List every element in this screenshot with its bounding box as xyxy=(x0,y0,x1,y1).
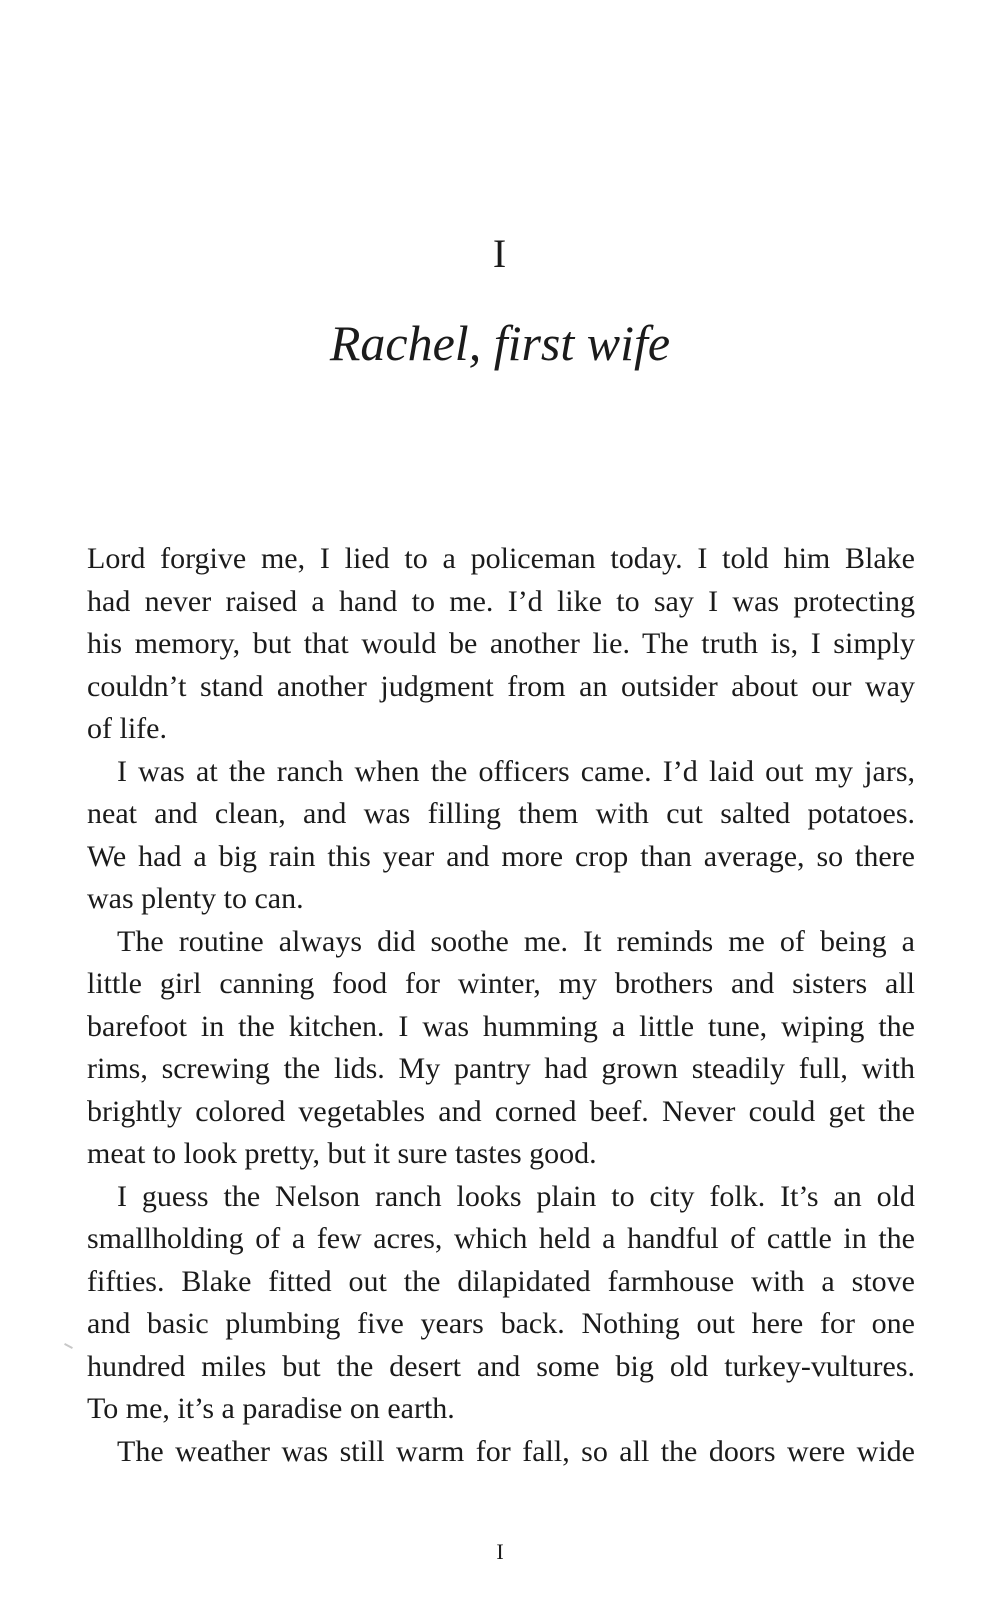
paragraph xyxy=(87,538,915,751)
text-line: was plenty to can. xyxy=(87,882,304,915)
text-line: brightly colored vegetables and corned beef. Never could get the xyxy=(87,1094,915,1128)
text-line: neat and clean, and was filling them with cut salted potatoes. xyxy=(87,797,915,830)
text-line: I guess the Nelson ranch looks plain to city folk. It’s an old xyxy=(117,1179,915,1213)
text-line: To me, it’s a paradise on earth. xyxy=(87,1392,455,1425)
text-line: his memory, but that would be another lie. The truth is, I simply xyxy=(87,627,915,660)
text-line: couldn’t stand another judgment from an outsider about our way xyxy=(87,669,915,703)
margin-mark xyxy=(64,1343,73,1349)
chapter-number: I xyxy=(492,231,508,276)
text-line: had never raised a hand to me. I’d like to say I was protecting xyxy=(87,584,915,618)
text-line: fifties. Blake fitted out the dilapidated farmhouse with a stove xyxy=(87,1264,915,1298)
text-line: barefoot in the kitchen. I was humming a little tune, wiping the xyxy=(87,1009,915,1043)
text-line: meat to look pretty, but it sure tastes good. xyxy=(87,1137,597,1170)
chapter-title: Rachel, first wife xyxy=(329,315,671,371)
paragraph xyxy=(87,1176,915,1431)
paragraph xyxy=(87,751,915,921)
text-line: of life. xyxy=(87,712,167,745)
paragraph xyxy=(87,921,915,1176)
text-line: The weather was still warm for fall, so all the doors were wide xyxy=(117,1434,915,1468)
text-line: rims, screwing the lids. My pantry had grown steadily full, with xyxy=(87,1052,915,1085)
body-text xyxy=(87,538,915,1473)
text-line: The routine always did soothe me. It reminds me of being a xyxy=(117,924,915,958)
text-line: Lord forgive me, I lied to a policeman today. I told him Blake xyxy=(87,542,915,575)
text-line: and basic plumbing five years back. Nothing out here for one xyxy=(87,1307,915,1340)
paragraph xyxy=(87,1431,915,1474)
text-line: little girl canning food for winter, my brothers and sisters all xyxy=(87,967,915,1000)
text-line: hundred miles but the desert and some big old turkey-vultures. xyxy=(87,1349,915,1383)
text-line: I was at the ranch when the officers came. I’d laid out my jars, xyxy=(117,754,915,788)
page-number: I xyxy=(496,1539,504,1564)
text-line: smallholding of a few acres, which held a handful of cattle in the xyxy=(87,1222,915,1255)
text-line: We had a big rain this year and more crop than average, so there xyxy=(87,839,915,873)
